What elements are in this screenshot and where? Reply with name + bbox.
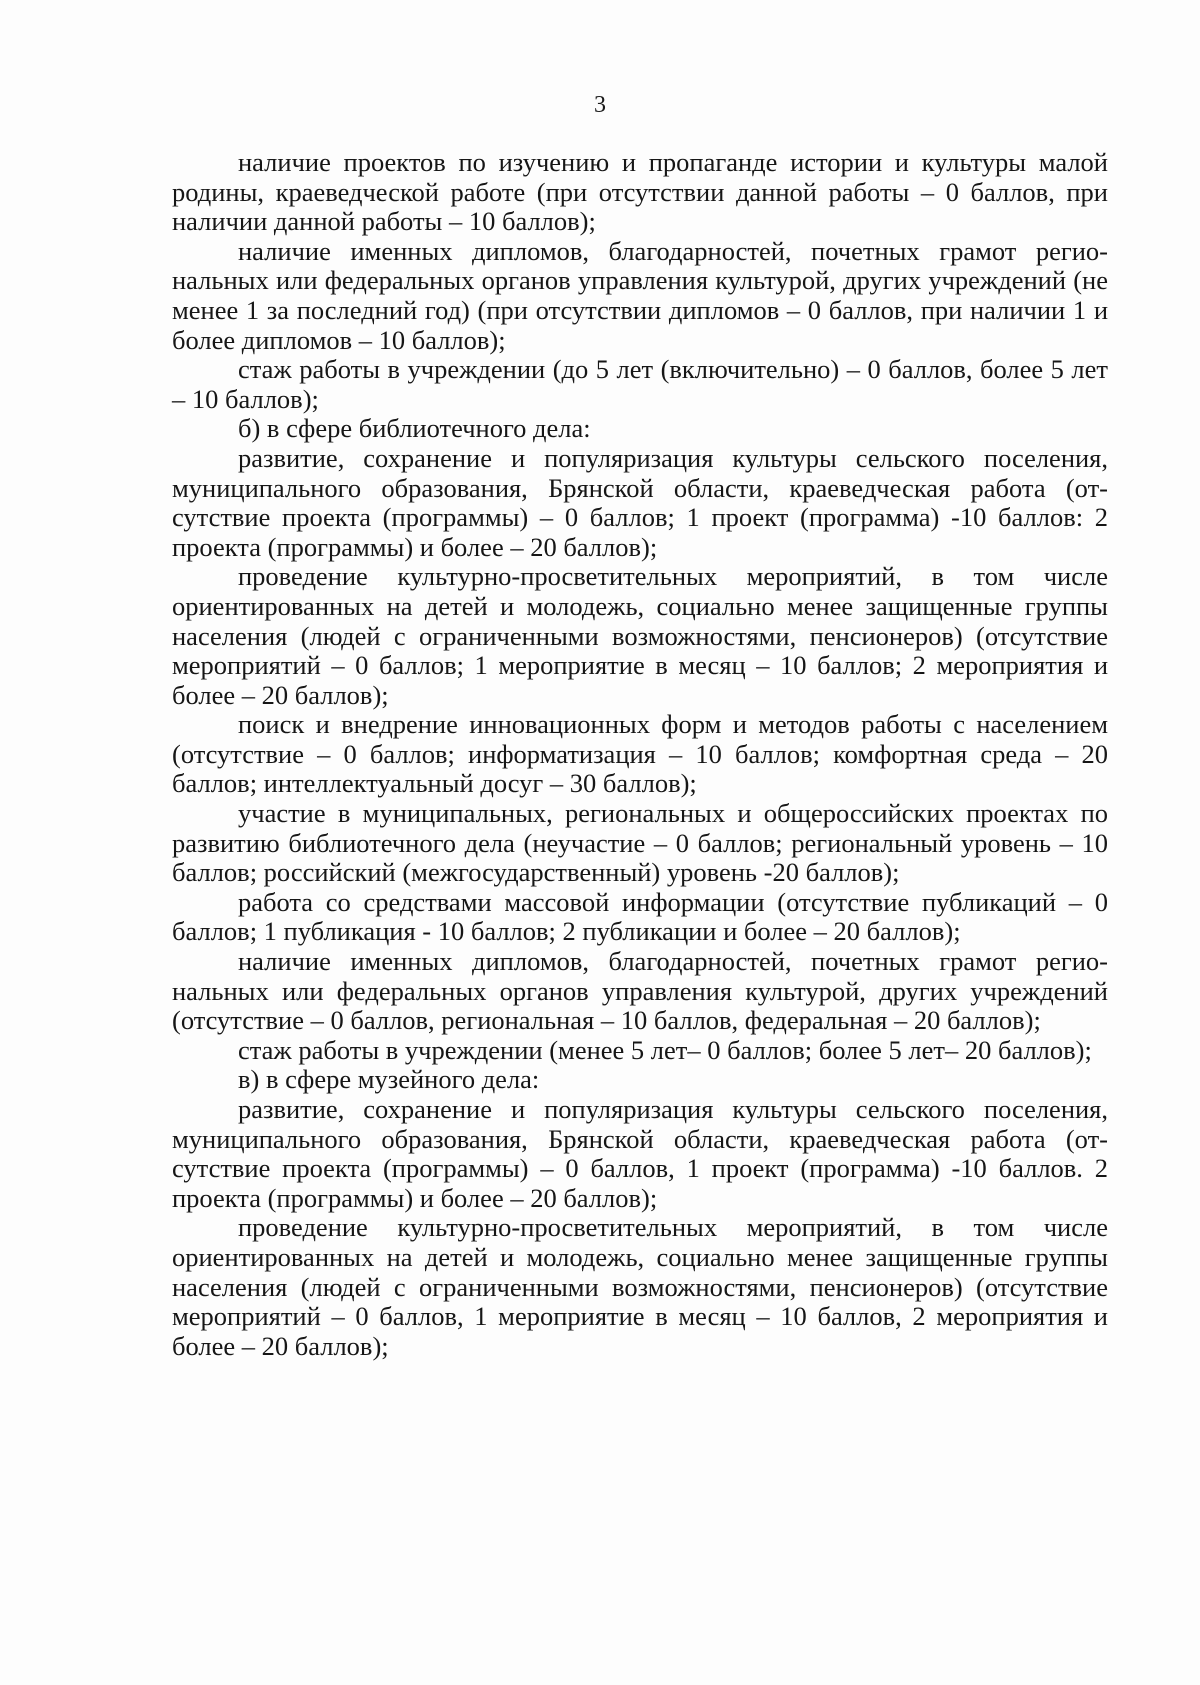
- paragraph: работа со средствами массовой информации (отсутствие публикаций – 0 баллов; 1 публикация - 10 баллов; 2 публикации и более – 20 баллов);: [172, 886, 1108, 947]
- paragraph: стаж работы в учреждении (до 5 лет (включительно) – 0 баллов, более 5 лет – 10 баллов);: [172, 354, 1108, 414]
- paragraph: развитие, сохранение и популяризация культуры сельского поселения, муниципального образования, Брянской области, краеведческая работа (отсутствие проекта (программы) – 0 баллов; 1 проект (программа) -10 баллов: 2 проекта (программы) и более – 20 баллов);: [172, 442, 1108, 562]
- paragraph: наличие именных дипломов, благодарностей, почетных грамот региональных или федеральных органов управления культурой, других учреждений (не менее 1 за последний год) (при отсутствии дипломов – 0 баллов, при наличии 1 и более дипломов – 10 баллов);: [172, 235, 1108, 355]
- paragraph: наличие проектов по изучению и пропаганде истории и культуры малой родины, краеведческой работе (при отсутствии данной работы – 0 баллов, при наличии данной работы – 10 баллов);: [172, 147, 1108, 237]
- section-heading-museum: в) в сфере музейного дела:: [238, 1064, 540, 1095]
- page-number: 3: [594, 92, 606, 118]
- paragraph: поиск и внедрение инновационных форм и методов работы с населением (отсутствие – 0 баллов; информатизация – 10 баллов; комфортная среда – 20 баллов; интеллектуальный досуг – 30 баллов);: [172, 709, 1108, 799]
- paragraph: стаж работы в учреждении (менее 5 лет– 0 баллов; более 5 лет– 20 баллов);: [238, 1034, 1092, 1065]
- paragraph: участие в муниципальных, региональных и общероссийских проектах по развитию библиотечного дела (неучастие – 0 баллов; региональный уровень – 10 баллов; российский (межгосударственный) уровень -20 баллов);: [172, 798, 1108, 888]
- paragraph: наличие именных дипломов, благодарностей, почетных грамот региональных или федеральных органов управления культурой, других учреждений (отсутствие – 0 баллов, региональная – 10 баллов, федеральная – 20 баллов);: [172, 946, 1108, 1036]
- paragraph: проведение культурно-просветительных мероприятий, в том числе ориентированных на детей и молодежь, социально менее защищенные группы населения (людей с ограниченными возможностями, пенсионеров) (отсутствие мероприятий – 0 баллов; 1 мероприятие в месяц – 10 баллов; 2 мероприятия и более – 20 баллов);: [172, 561, 1108, 710]
- paragraph: развитие, сохранение и популяризация культуры сельского поселения, муниципального образования, Брянской области, краеведческая работа (отсутствие проекта (программы) – 0 баллов, 1 проект (программа) -10 баллов. 2 проекта (программы) и более – 20 баллов);: [172, 1094, 1108, 1213]
- section-heading-library: б) в сфере библиотечного дела:: [238, 413, 591, 444]
- document-body: [172, 148, 1108, 1361]
- paragraph: проведение культурно-просветительных мероприятий, в том числе ориентированных на детей и молодежь, социально менее защищенные группы населения (людей с ограниченными возможностями, пенсионеров) (отсутствие мероприятий – 0 баллов, 1 мероприятие в месяц – 10 баллов, 2 мероприятия и более – 20 баллов);: [172, 1212, 1108, 1361]
